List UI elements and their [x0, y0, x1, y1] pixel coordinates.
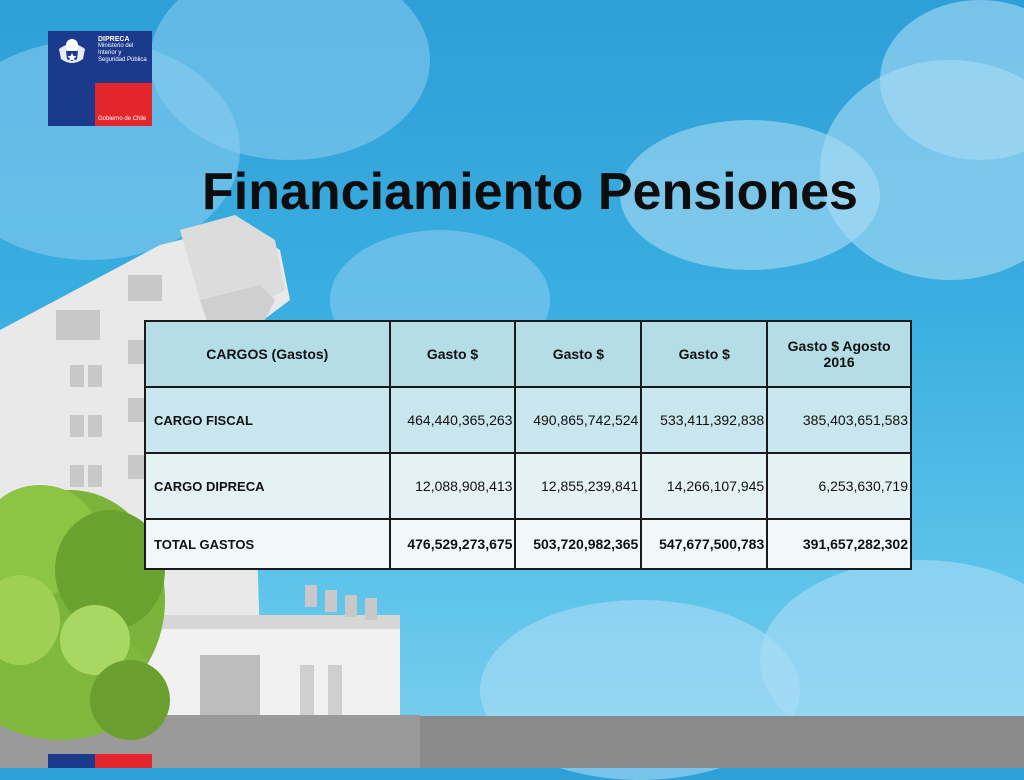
dipreca-logo — [48, 31, 152, 126]
coat-of-arms-icon — [53, 35, 91, 69]
row-label: CARGO FISCAL — [145, 387, 390, 453]
table-cell: 503,720,982,365 — [515, 519, 641, 569]
table-row — [145, 387, 911, 453]
logo-blue-panel — [48, 31, 95, 126]
table-cell: 490,865,742,524 — [515, 387, 641, 453]
table-cell: 12,088,908,413 — [390, 453, 516, 519]
table-cell: 14,266,107,945 — [641, 453, 767, 519]
table-cell: 391,657,282,302 — [767, 519, 911, 569]
table-cell: 6,253,630,719 — [767, 453, 911, 519]
logo-brand: DIPRECA — [98, 36, 130, 43]
table-cell: 547,677,500,783 — [641, 519, 767, 569]
row-label: CARGO DIPRECA — [145, 453, 390, 519]
table-row-total — [145, 519, 911, 569]
row-label: TOTAL GASTOS — [145, 519, 390, 569]
table-cell: 533,411,392,838 — [641, 387, 767, 453]
table-cell: 476,529,273,675 — [390, 519, 516, 569]
slide-title: Financiamiento Pensiones — [202, 163, 858, 221]
header-gasto-1: Gasto $ — [390, 321, 516, 387]
logo-government-block — [95, 83, 152, 126]
header-gasto-agosto-2016: Gasto $ Agosto 2016 — [767, 321, 911, 387]
table-cell: 385,403,651,583 — [767, 387, 911, 453]
table-header-row — [145, 321, 911, 387]
table-cell: 464,440,365,263 — [390, 387, 516, 453]
header-cargos: CARGOS (Gastos) — [145, 321, 390, 387]
logo-ministry-block — [95, 31, 152, 83]
table-row — [145, 453, 911, 519]
logo-government: Gobierno de Chile — [98, 116, 147, 122]
header-gasto-2: Gasto $ — [515, 321, 641, 387]
table-cell: 12,855,239,841 — [515, 453, 641, 519]
logo-ministry: Ministerio del Interior y Seguridad Pública — [98, 43, 147, 63]
bottom-flag-stripe — [48, 754, 152, 768]
pension-financing-table — [144, 320, 912, 570]
header-gasto-3: Gasto $ — [641, 321, 767, 387]
